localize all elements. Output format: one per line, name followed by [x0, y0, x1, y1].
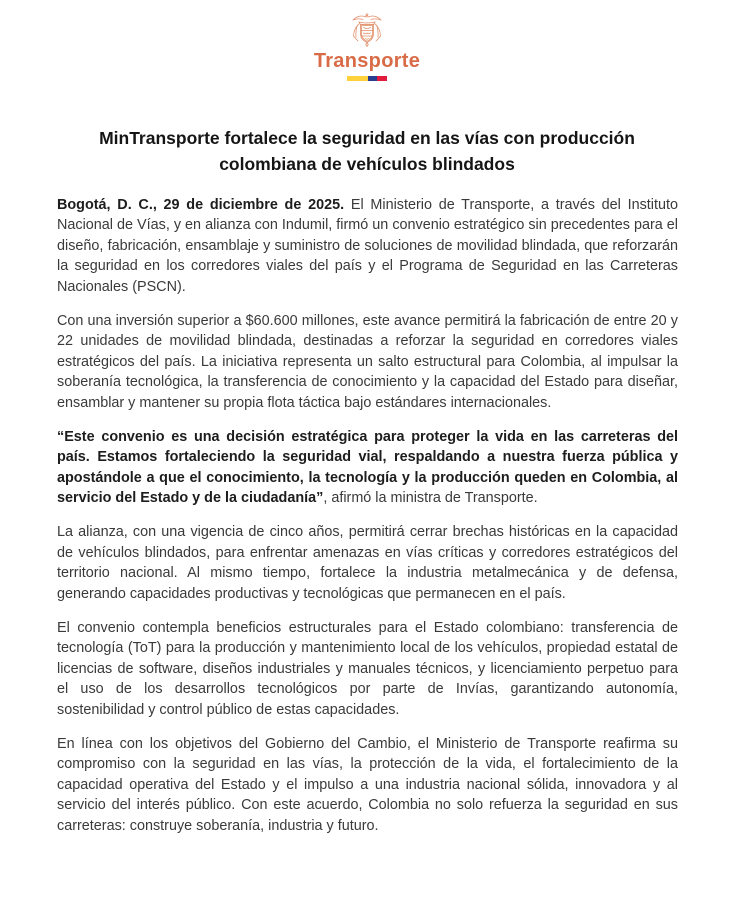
colombia-coat-of-arms-icon	[350, 12, 384, 48]
colombia-flag-bar	[347, 76, 388, 81]
paragraph: La alianza, con una vigencia de cinco años, permitirá cerrar brechas históricas en la capacidad de vehículos blindados, para enfrentar amenazas en vías críticas y corredores estratégicos del territorio nacional. Al mismo tiempo, fortalece la industria metalmecánica y de defensa, generando capacidades productivas y tecnológicas que permanecen en el país.	[57, 524, 678, 602]
paragraph: “Este convenio es una decisión estratégica para proteger la vida en las carreteras del país. Estamos fortaleciendo la seguridad vial, respaldando a nuestra fuerza pública y apostándole a que el conocimiento, la tecnología y la producción queden en Colombia, al servicio del Estado y de la ciudadanía”, afirmó la ministra de Transporte.	[57, 428, 678, 506]
flag-segment-blue	[368, 76, 377, 81]
ministry-header	[0, 0, 734, 81]
paragraph: Con una inversión superior a $60.600 millones, este avance permitirá la fabricación de entre 20 y 22 unidades de movilidad blindada, destinadas a reforzar la seguridad en corredores viales estratégicos del país. La iniciativa representa un salto estructural para Colombia, al impulsar la soberanía tecnológica, la transferencia de conocimiento y la capacidad del Estado para diseñar, ensamblar y mantener su propia flota táctica bajo estándares internacionales.	[57, 312, 678, 411]
paragraph-lead-bold: Bogotá, D. C., 29 de diciembre de 2025.	[57, 196, 345, 213]
flag-segment-red	[377, 76, 387, 81]
paragraph: El convenio contempla beneficios estructurales para el Estado colombiano: transferencia de tecnología (ToT) para la producción y mantenimiento local de los vehículos, propiedad estatal de licencias de software, diseños industriales y manuales técnicos, y licenciamiento perpetuo para el uso de los desarrollos tecnológicos por parte de Invías, garantizando autonomía, sostenibilidad y control público de estas capacidades.	[57, 619, 678, 718]
paragraph: Bogotá, D. C., 29 de diciembre de 2025. El Ministerio de Transporte, a través del Instituto Nacional de Vías, y en alianza con Indumil, firmó un convenio estratégico sin precedentes para el diseño, fabricación, ensamblaje y suministro de soluciones de movilidad blindada, que reforzarán la seguridad en los corredores viales del país y el Programa de Seguridad en las Carreteras Nacionales (PSCN).	[57, 196, 678, 295]
brand-wordmark: Transporte	[313, 50, 421, 72]
paragraph-lead-bold: “Este convenio es una decisión estratégica para proteger la vida en las carreteras del país. Estamos fortaleciendo la seguridad vial, respaldando a nuestra fuerza pública y apostándole a que el conocimiento, la tecnología y la producción queden en Colombia, al servicio del Estado y de la ciudadanía”	[57, 428, 678, 506]
flag-segment-yellow	[347, 76, 368, 81]
article-title: MinTransporte fortalece la seguridad en las vías con producción colombiana de vehículos blindados	[99, 127, 635, 174]
paragraph: En línea con los objetivos del Gobierno del Cambio, el Ministerio de Transporte reafirma su compromiso con la seguridad en las vías, la protección de la vida, el fortalecimiento de la capacidad operativa del Estado y el impulso a una industria nacional sólida, innovadora y al servicio del interés público. Con este acuerdo, Colombia no solo refuerza la seguridad en sus carreteras: construye soberanía, industria y futuro.	[57, 735, 678, 834]
article-body	[57, 195, 678, 837]
